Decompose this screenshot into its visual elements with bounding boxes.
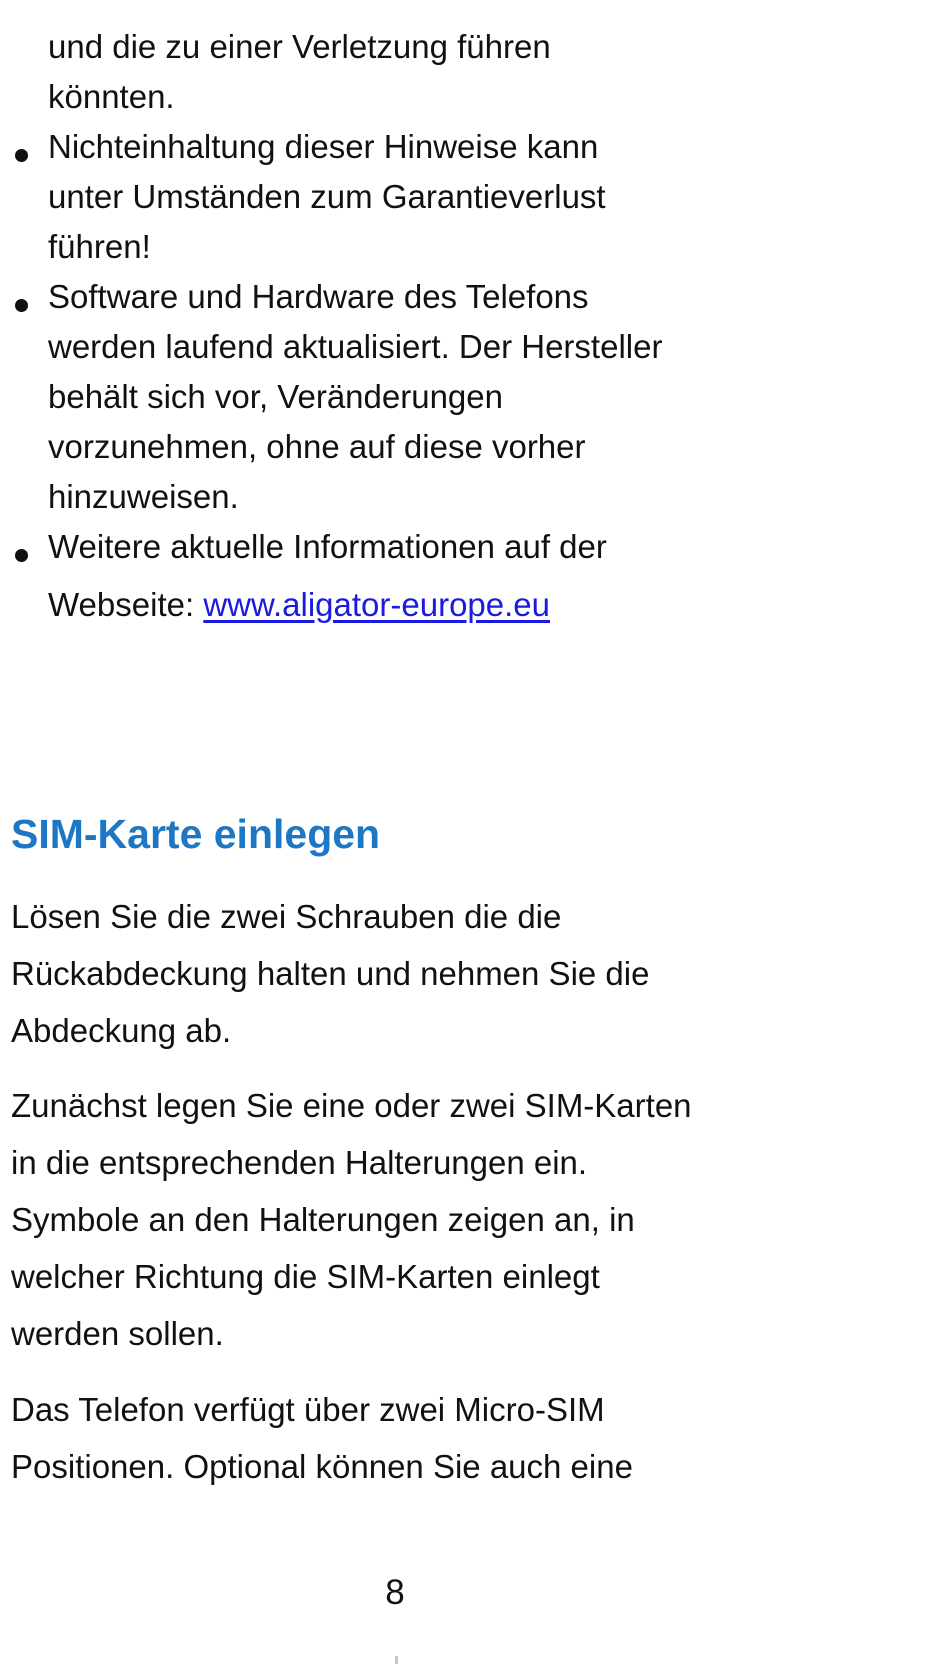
bullet-item-line: hinzuweisen. [48,478,239,515]
bullet-item-line: Nichteinhaltung dieser Hinweise kann [48,128,599,165]
bullet-icon [15,549,28,562]
bullet-continuation-line: könnten. [48,78,175,115]
paragraph-line: Zunächst legen Sie eine oder zwei SIM-Karten [11,1087,692,1124]
website-link[interactable]: www.aligator-europe.eu [203,586,551,623]
bullet-item-line: Software und Hardware des Telefons [48,278,589,315]
bullet-item-line: behält sich vor, Veränderungen [48,378,503,415]
bullet-item-line: Weitere aktuelle Informationen auf der [48,528,607,565]
paragraph-line: Symbole an den Halterungen zeigen an, in [11,1201,635,1238]
bullet-item-line: werden laufend aktualisiert. Der Hersteller [48,328,663,365]
paragraph-line: Positionen. Optional können Sie auch eine [11,1448,633,1485]
section-heading: SIM-Karte einlegen [11,811,381,857]
scan-artifact [395,1656,398,1664]
website-prefix: Webseite: [48,586,204,623]
paragraph-line: welcher Richtung die SIM-Karten einlegt [11,1258,600,1295]
bullet-item-line: vorzunehmen, ohne auf diese vorher [48,428,586,465]
bullet-continuation-line: und die zu einer Verletzung führen [48,28,551,65]
bullet-icon [15,299,28,312]
paragraph-line: Rückabdeckung halten und nehmen Sie die [11,955,650,992]
paragraph-line: Das Telefon verfügt über zwei Micro-SIM [11,1391,605,1428]
paragraph-line: in die entsprechenden Halterungen ein. [11,1144,588,1181]
bullet-icon [15,149,28,162]
page-number: 8 [385,1573,405,1612]
website-line [48,580,550,630]
paragraph-line: werden sollen. [11,1315,224,1352]
bullet-item-line: führen! [48,228,151,265]
bullet-item-line: unter Umständen zum Garantieverlust [48,178,606,215]
paragraph-line: Lösen Sie die zwei Schrauben die die [11,898,562,935]
paragraph-line: Abdeckung ab. [11,1012,232,1049]
